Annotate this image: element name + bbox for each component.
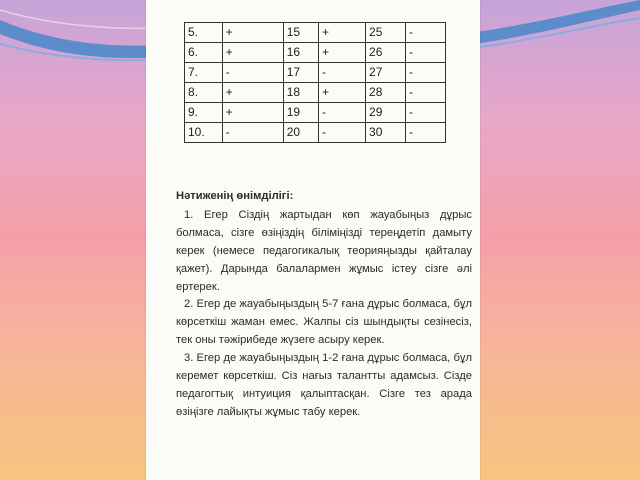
table-cell: + bbox=[222, 23, 283, 43]
table-cell: 7. bbox=[185, 63, 223, 83]
table-cell: 28 bbox=[366, 83, 406, 103]
table-cell: - bbox=[405, 83, 445, 103]
table-cell: 15 bbox=[283, 23, 318, 43]
table-cell: 17 bbox=[283, 63, 318, 83]
table-cell: 10. bbox=[185, 123, 223, 143]
table-cell: 18 bbox=[283, 83, 318, 103]
results-text bbox=[176, 188, 472, 422]
answers-table-body bbox=[185, 23, 446, 143]
table-cell: - bbox=[405, 43, 445, 63]
table-cell: 26 bbox=[366, 43, 406, 63]
table-cell: 19 bbox=[283, 103, 318, 123]
table-cell: - bbox=[319, 103, 366, 123]
table-cell: 25 bbox=[366, 23, 406, 43]
table-cell: - bbox=[222, 123, 283, 143]
table-cell: - bbox=[405, 63, 445, 83]
result-paragraph-3: 3. Егер де жауабыңыздың 1-2 ғана дұрыс болмаса, бұл керемет көрсеткіш. Сіз нағыз талантты адамсыз. Сізде педагогтық интуиция қалыптасқан. Сізге тез арада өзіңізге лайықты жұмыс табу керек. bbox=[176, 352, 472, 418]
table-cell: + bbox=[319, 83, 366, 103]
table-row bbox=[185, 43, 446, 63]
result-paragraph-2: 2. Егер де жауабыңыздың 5-7 ғана дұрыс болмаса, бұл көрсеткіш жаман емес. Жалпы сіз шындықты сезінесіз, тек оны тәжірибеде жүзеге асыру керек. bbox=[176, 298, 472, 347]
table-cell: + bbox=[222, 43, 283, 63]
results-heading: Нәтиженің өнімділігі: bbox=[176, 190, 294, 202]
table-cell: 29 bbox=[366, 103, 406, 123]
table-cell: 30 bbox=[366, 123, 406, 143]
result-paragraph-1: 1. Егер Сіздің жартыдан көп жауабыңыз дұрыс болмаса, сізге өзіңіздің біліміңізді тереңдетіп дамыту керек (немесе педагогикалық теорияңызды қайталау қажет). Дарында балалармен жұмыс істеу сізге әлі ертерек. bbox=[176, 208, 472, 293]
table-cell: 5. bbox=[185, 23, 223, 43]
table-cell: - bbox=[319, 63, 366, 83]
table-row bbox=[185, 63, 446, 83]
table-cell: - bbox=[405, 103, 445, 123]
scanned-document-page bbox=[146, 0, 480, 480]
table-cell: - bbox=[222, 63, 283, 83]
table-cell: 6. bbox=[185, 43, 223, 63]
table-cell: + bbox=[319, 23, 366, 43]
table-cell: - bbox=[405, 23, 445, 43]
table-cell: + bbox=[222, 83, 283, 103]
table-row bbox=[185, 123, 446, 143]
table-cell: 16 bbox=[283, 43, 318, 63]
table-cell: - bbox=[319, 123, 366, 143]
table-cell: 8. bbox=[185, 83, 223, 103]
table-row bbox=[185, 83, 446, 103]
table-cell: 27 bbox=[366, 63, 406, 83]
table-row bbox=[185, 103, 446, 123]
table-cell: + bbox=[222, 103, 283, 123]
table-cell: 20 bbox=[283, 123, 318, 143]
table-cell: - bbox=[405, 123, 445, 143]
answers-table bbox=[184, 22, 446, 143]
table-cell: + bbox=[319, 43, 366, 63]
table-row bbox=[185, 23, 446, 43]
table-cell: 9. bbox=[185, 103, 223, 123]
